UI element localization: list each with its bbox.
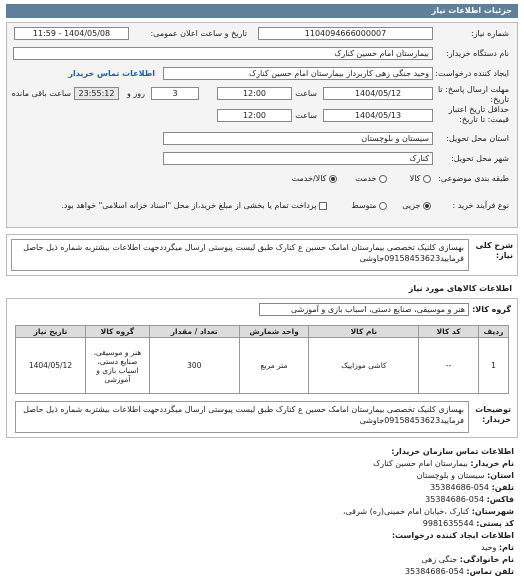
org-name-line: نام خریدار: بیمارستان امام حسین کنارک xyxy=(373,459,514,468)
cell-row: 1 xyxy=(479,338,509,394)
creator-contact-title: اطلاعات ایجاد کننده درخواست: xyxy=(391,531,514,540)
province-field: سیستان و بلوچستان xyxy=(163,132,433,145)
contact-info xyxy=(343,446,514,576)
radio-icon xyxy=(379,175,387,183)
radio-selected-icon xyxy=(423,202,431,210)
min-validity-label: حداقل تاریخ اعتبار قیمت: تا تاریخ: xyxy=(448,105,509,124)
org-fax-line: فاکس: 054-35384686 xyxy=(425,495,514,504)
city-field: کنارک xyxy=(163,152,433,165)
summary-text: بهسازی کلنیک تخصصی بیمارستان امامک حسین ع کنارک طبق لیست پیوستی ارسال میگرددجهت اطلاعات بیشتربه شماره ذیل حاصل فرمایید09158453623جاوشی xyxy=(11,239,469,271)
category-label: طبقه بندی موضوعی: xyxy=(438,174,509,183)
days-and-label: روز و xyxy=(127,89,145,98)
announce-field: 1404/05/08 - 11:59 xyxy=(14,27,129,40)
announce-label: تاریخ و ساعت اعلان عمومی: xyxy=(150,29,247,38)
page-header xyxy=(6,4,518,18)
validity-time-word: ساعت xyxy=(295,111,317,120)
col-group: گروه کالا xyxy=(85,326,149,338)
validity-time-field: 12:00 xyxy=(217,109,292,122)
buyer-contact-link[interactable]: اطلاعات تماس خریدار xyxy=(68,69,155,78)
creator-phone-line: تلفن تماس: 054-35384686 xyxy=(404,567,514,576)
col-row: ردیف xyxy=(479,326,509,338)
category-option-goods[interactable]: کالا xyxy=(410,174,431,183)
cell-date: 1404/05/12 xyxy=(16,338,86,394)
cell-code: -- xyxy=(419,338,479,394)
table-row xyxy=(16,338,509,394)
need-details-panel xyxy=(6,22,518,228)
cell-group: هنر و موسیقی، صنایع دستی، اسباب بازی و آموزشی xyxy=(85,338,149,394)
reply-time-word: ساعت xyxy=(295,89,317,98)
page-title: جزئیات اطلاعات نیاز xyxy=(431,6,512,15)
goods-group-field: هنر و موسیقی، صنایع دستی، اسباب بازی و آموزشی xyxy=(259,303,469,316)
col-name: نام کالا xyxy=(309,326,419,338)
city-label: شهر محل تحویل: xyxy=(451,154,509,163)
province-label: استان محل تحویل: xyxy=(446,134,509,143)
category-option-service[interactable]: خدمت xyxy=(355,174,387,183)
validity-date-field: 1404/05/13 xyxy=(323,109,433,122)
buyer-org-label: نام دستگاه خریدار: xyxy=(446,49,509,58)
goods-group-label: گروه کالا: xyxy=(472,305,511,314)
org-postal-line: کد پستی: 9981635544 xyxy=(422,519,514,528)
creator-label: ایجاد کننده درخواست: xyxy=(435,69,509,78)
creator-first-name-line: نام: وحید xyxy=(480,543,514,552)
category-option-both[interactable]: کالا/خدمت xyxy=(292,174,337,183)
purchase-type-label: نوع فرآیند خرید : xyxy=(452,201,509,210)
col-qty: تعداد / مقدار xyxy=(149,326,239,338)
reply-deadline-label: مهلت ارسال پاسخ: تا تاریخ: xyxy=(437,85,509,104)
treasury-payment-option[interactable]: پرداخت تمام یا بخشی از مبلغ خرید،از محل "اسناد خزانه اسلامی" خواهد بود. xyxy=(61,201,327,210)
checkbox-icon xyxy=(319,202,327,210)
need-number-label: شماره نیاز: xyxy=(471,29,509,38)
summary-label: شرح کلی نیاز: xyxy=(475,241,513,260)
col-unit: واحد شمارش xyxy=(239,326,309,338)
org-phone-line: تلفن: 054-35384686 xyxy=(430,483,514,492)
reply-date-field: 1404/05/12 xyxy=(323,87,433,100)
creator-last-name-line: نام خانوادگی: جنگی زهی xyxy=(421,555,514,564)
buyer-notes-text: بهسازی کلنیک تخصصی بیمارستان امامک حسین ع کنارک طبق لیست پیوستی ارسال میگرددجهت اطلاعات بیشتربه شماره ذیل حاصل فرمایید09158453623جاوشی xyxy=(15,401,469,433)
cell-unit: متر مربع xyxy=(239,338,309,394)
buyer-org-field: بیمارستان امام حسین کنارک xyxy=(13,47,433,60)
goods-panel xyxy=(6,298,518,438)
remaining-label: ساعت باقی مانده xyxy=(11,89,71,98)
radio-icon xyxy=(379,202,387,210)
need-number-field: 1104094666000007 xyxy=(258,27,433,40)
purchase-option-minor[interactable]: جزیی xyxy=(402,201,431,210)
cell-name: کاشی موزاییک xyxy=(309,338,419,394)
col-code: کد کالا xyxy=(419,326,479,338)
buyer-notes-label: توضیحات خریدار: xyxy=(475,405,511,424)
goods-section-title: اطلاعات کالاهای مورد نیاز xyxy=(408,284,512,293)
org-province-line: استان: سیستان و بلوچستان xyxy=(416,471,514,480)
countdown-field: 23:55:12 xyxy=(74,87,119,100)
goods-table xyxy=(15,325,509,394)
creator-field: وحید جنگی زهی کاربرداز بیمارستان امام حسین کنارک xyxy=(163,67,433,80)
col-date: تاریخ نیاز xyxy=(16,326,86,338)
radio-selected-icon xyxy=(329,175,337,183)
reply-time-field: 12:00 xyxy=(217,87,292,100)
radio-icon xyxy=(423,175,431,183)
summary-panel xyxy=(6,234,518,276)
org-address-line: شهرستان: کنارک ،خیابان امام خمینی(ره) شرقی، xyxy=(342,507,514,516)
days-field: 3 xyxy=(151,87,199,100)
org-contact-title: اطلاعات تماس سازمان خریدار: xyxy=(391,447,514,456)
cell-qty: 300 xyxy=(149,338,239,394)
purchase-option-medium[interactable]: متوسط xyxy=(351,201,387,210)
table-header-row xyxy=(16,326,509,338)
goods-section-title-bar xyxy=(6,282,518,296)
